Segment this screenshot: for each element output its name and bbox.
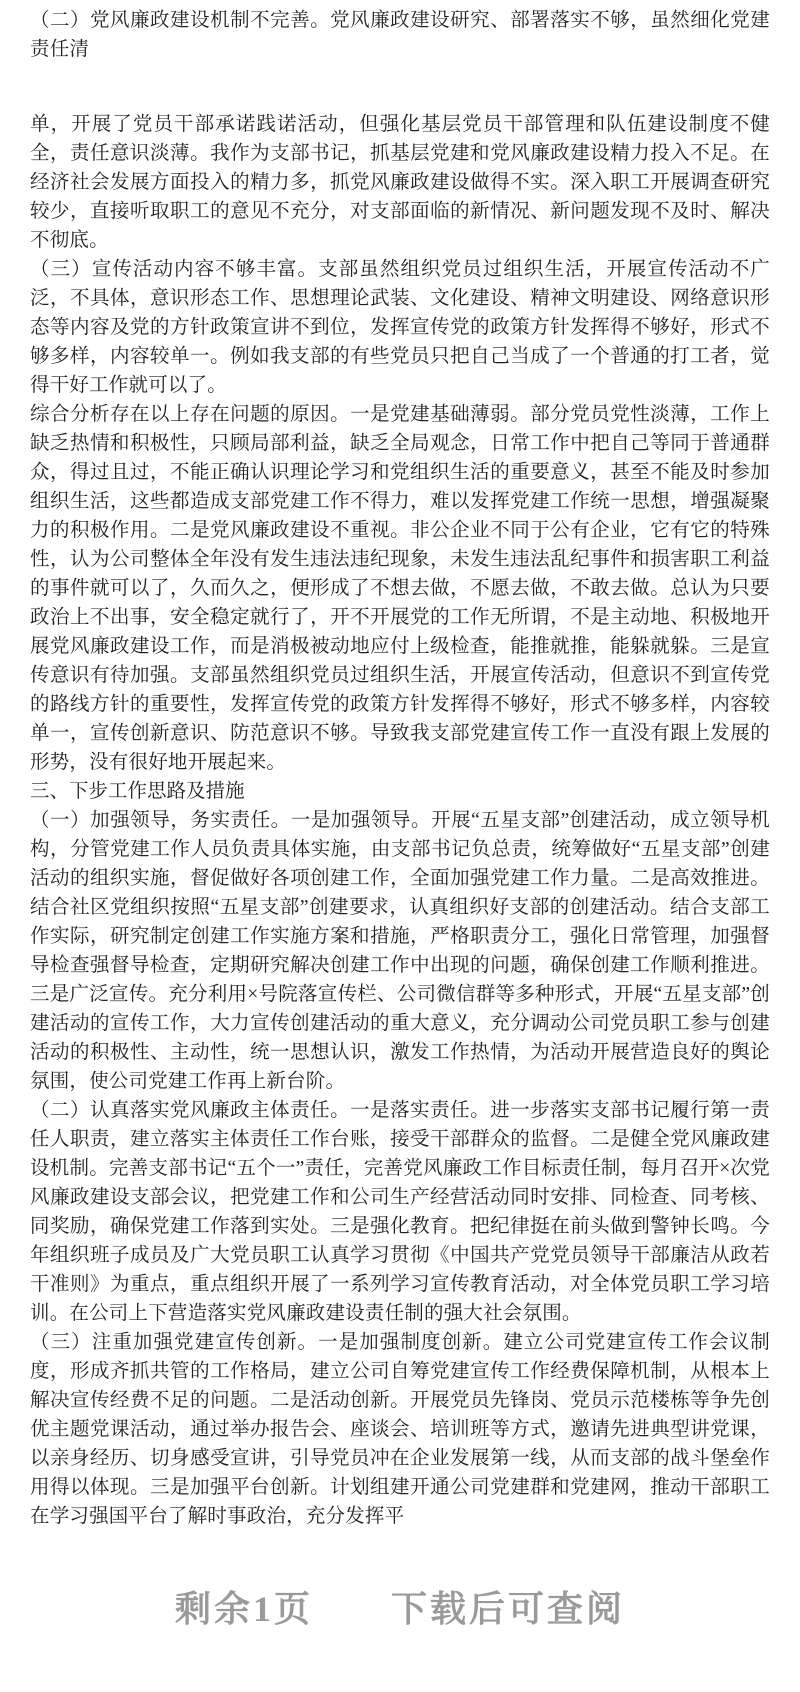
document-paragraph: （三）注重加强党建宣传创新。一是加强制度创新。建立公司党建宣传工作会议制度，形成齐抓共管的工作格局，建立公司自筹党建宣传工作经费保障机制，从根本上解决宣传经费不足的问题。二是活动创新。开展党员先锋岗、党员示范楼栋等争先创优主题党课活动，通过举办报告会、座谈会、培训班等方式，邀请先进典型讲党课，以亲身经历、切身感受宣讲，引导党员冲在企业发展第一线，从而支部的战斗堡垒作用得以体现。三是加强平台创新。计划组建开通公司党建群和党建网，推动干部职工在学习强国平台了解时事政治，充分发挥平 [30,1332,770,1527]
document-paragraph: （三）宣传活动内容不够丰富。支部虽然组织党员过组织生活，开展宣传活动不广泛，不具体，意识形态工作、思想理论武装、文化建设、精神文明建设、网络意识形态等内容及党的方针政策宣讲不到位，发挥宣传党的政策方针发挥得不够好，形式不够多样，内容较单一。例如我支部的有些党员只把自己当成了一个普通的打工者，觉得干好工作就可以了。 [30,259,770,396]
remaining-pages-download-notice: 剩余1页 下载后可查阅 [174,1589,625,1629]
document-paragraph: 单，开展了党员干部承诺践诺活动，但强化基层党员干部管理和队伍建设制度不健全，责任意识淡薄。我作为支部书记，抓基层党建和党风廉政建设精力投入不足。在经济社会发展方面投入的精力多，抓党风廉政建设做得不实。深入职工开展调查研究较少，直接听取职工的意见不充分，对支部面临的新情况、新问题发现不及时、解决不彻底。 [30,114,770,251]
page-break-fragment-line: （二）党风廉政建设机制不完善。党风廉政建设研究、部署落实不够，虽然细化党建责任清 [30,10,770,60]
page-gap [30,64,770,110]
section-heading: 三、下步工作思路及措施 [30,781,245,802]
document-paragraph: 综合分析存在以上存在问题的原因。一是党建基础薄弱。部分党员党性淡薄，工作上缺乏热情和积极性，只顾局部利益，缺乏全局观念，日常工作中把自己等同于普通群众，得过且过，不能正确认识理论学习和党组织生活的重要意义，甚至不能及时参加组织生活，这些都造成支部党建工作不得力，难以发挥党建工作统一思想，增强凝聚力的积极作用。二是党风廉政建设不重视。非公企业不同于公有企业，它有它的特殊性，认为公司整体全年没有发生违法违纪现象，未发生违法乱纪事件和损害职工利益的事件就可以了，久而久之，便形成了不想去做，不愿去做，不敢去做。总认为只要政治上不出事，安全稳定就行了，开不开展党的工作无所谓，不是主动地、积极地开展党风廉政建设工作，而是消极被动地应付上级检查，能推就推，能躲就躲。三是宣传意识有待加强。支部虽然组织党员过组织生活，开展宣传活动，但意识不到宣传党的路线方针的重要性，发挥宣传党的政策方针发挥得不够好，形式不够多样，内容较单一，宣传创新意识、防范意识不够。导致我支部党建宣传工作一直没有跟上发展的形势，没有很好地开展起来。 [30,404,770,773]
document-paragraph: （一）加强领导，务实责任。一是加强领导。开展“五星支部”创建活动，成立领导机构，分管党建工作人员负责具体实施，由支部书记负总责，统筹做好“五星支部”创建活动的组织实施，督促做好各项创建工作，全面加强党建工作力量。二是高效推进。结合社区党组织按照“五星支部”创建要求，认真组织好支部的创建活动。结合支部工作实际，研究制定创建工作实施方案和措施，严格职责分工，强化日常管理，加强督导检查强督导检查，定期研究解决创建工作中出现的问题，确保创建工作顺利推进。三是广泛宣传。充分利用×号院落宣传栏、公司微信群等多种形式，开展“五星支部”创建活动的宣传工作，大力宣传创建活动的重大意义，充分调动公司党员职工参与创建活动的积极性、主动性，统一思想认识，激发工作热情，为活动开展营造良好的舆论氛围，使公司党建工作再上新台阶。 [30,810,770,1092]
document-paragraph: （二）认真落实党风廉政主体责任。一是落实责任。进一步落实支部书记履行第一责任人职责，建立落实主体责任工作台账，接受干部群众的监督。二是健全党风廉政建设机制。完善支部书记“五个一”责任，完善党风廉政工作目标责任制，每月召开×次党风廉政建设支部会议，把党建工作和公司生产经营活动同时安排、同检查、同考核、同奖励，确保党建工作落到实处。三是强化教育。把纪律挺在前头做到警钟长鸣。今年组织班子成员及广大党员职工认真学习贯彻《中国共产党党员领导干部廉洁从政若干准则》为重点，重点组织开展了一系列学习宣传教育活动，对全体党员职工学习培训。在公司上下营造落实党风廉政建设责任制的强大社会氛围。 [30,1100,770,1324]
